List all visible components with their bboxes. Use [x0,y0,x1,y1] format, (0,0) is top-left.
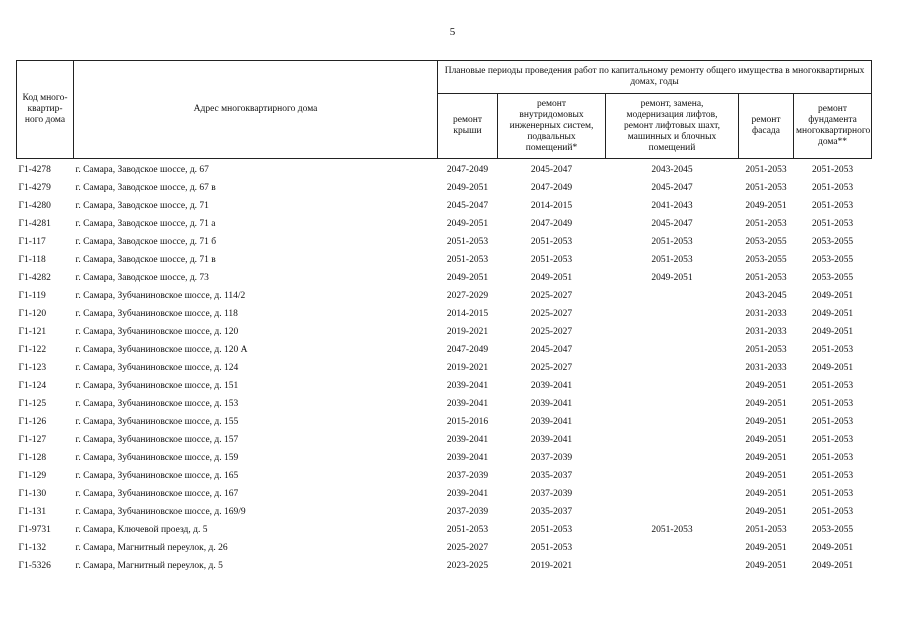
cell-facade: 2049-2051 [745,416,787,427]
cell-elevators [606,305,739,323]
cell-code: Г1-4281 [18,218,51,229]
cell-elevators [606,323,739,341]
cell-facade: 2049-2051 [745,560,787,571]
table-body [17,159,872,576]
header-foundation-label: ремонт фундамента многоквартирного дома** [796,104,871,147]
cell-address: г. Самара, Магнитный переулок, д. 5 [75,560,223,571]
cell-facade: 2051-2053 [745,218,787,229]
header-elevators [606,94,739,159]
cell-code: Г1-4282 [18,272,51,283]
table-row [17,159,872,180]
cell-address: г. Самара, Зубчаниновское шоссе, д. 169/9 [75,506,246,517]
cell-foundation: 2049-2051 [811,290,854,301]
cell-utilities: 2037-2039 [530,452,573,463]
table-row [17,305,872,323]
cell-elevators: 2045-2047 [651,218,693,229]
cell-utilities: 2014-2015 [530,200,573,211]
table-row [17,215,872,233]
cell-facade: 2031-2033 [745,362,787,373]
cell-code: Г1-132 [18,542,47,553]
cell-foundation: 2053-2055 [811,272,854,283]
cell-code: Г1-123 [18,362,47,373]
cell-utilities: 2039-2041 [530,416,573,427]
cell-facade: 2053-2055 [745,254,787,265]
cell-foundation: 2051-2053 [811,452,854,463]
cell-roof: 2019-2021 [446,362,489,373]
cell-elevators: 2043-2045 [651,164,693,175]
table-row [17,233,872,251]
cell-address: г. Самара, Зубчаниновское шоссе, д. 120 [75,326,239,337]
cell-code: Г1-4280 [18,200,51,211]
cell-utilities: 2039-2041 [530,434,573,445]
page-number: 5 [449,26,456,38]
table-row [17,251,872,269]
cell-roof: 2015-2016 [446,416,489,427]
cell-address: г. Самара, Заводское шоссе, д. 71 б [75,236,217,247]
table-row [17,521,872,539]
cell-elevators [606,503,739,521]
table-row [17,287,872,305]
cell-facade: 2049-2051 [745,470,787,481]
header-facade [739,94,794,159]
capital-repair-schedule-table [16,60,872,575]
cell-address: г. Самара, Зубчаниновское шоссе, д. 159 [75,452,239,463]
cell-facade: 2031-2033 [745,308,787,319]
table-row [17,179,872,197]
header-roof-label: ремонт крыши [453,115,482,136]
cell-roof: 2049-2051 [446,218,489,229]
cell-address: г. Самара, Зубчаниновское шоссе, д. 114/2 [75,290,246,301]
cell-roof: 2014-2015 [446,308,489,319]
table-row [17,359,872,377]
cell-utilities: 2051-2053 [530,542,573,553]
header-code [17,61,74,159]
cell-utilities: 2039-2041 [530,398,573,409]
cell-address: г. Самара, Заводское шоссе, д. 67 [75,164,209,175]
header-facade-label: ремонт фасада [751,115,781,136]
cell-utilities: 2047-2049 [530,218,573,229]
cell-roof: 2047-2049 [446,344,489,355]
table-row [17,377,872,395]
cell-facade: 2049-2051 [745,488,787,499]
cell-facade: 2051-2053 [745,272,787,283]
cell-foundation: 2049-2051 [811,560,854,571]
cell-roof: 2039-2041 [446,488,489,499]
cell-roof: 2051-2053 [446,254,489,265]
cell-utilities: 2019-2021 [530,560,573,571]
cell-address: г. Самара, Зубчаниновское шоссе, д. 124 [75,362,239,373]
table-row [17,503,872,521]
cell-code: Г1-5326 [18,560,51,571]
cell-roof: 2039-2041 [446,380,489,391]
cell-code: Г1-128 [18,452,47,463]
cell-elevators [606,539,739,557]
table-row [17,431,872,449]
cell-facade: 2051-2053 [745,344,787,355]
cell-address: г. Самара, Ключевой проезд, д. 5 [75,524,208,535]
cell-facade: 2049-2051 [745,452,787,463]
table-row [17,323,872,341]
cell-utilities: 2045-2047 [530,164,573,175]
cell-address: г. Самара, Зубчаниновское шоссе, д. 151 [75,380,239,391]
cell-utilities: 2051-2053 [530,524,573,535]
cell-address: г. Самара, Зубчаниновское шоссе, д. 120 А [75,344,248,355]
cell-utilities: 2025-2027 [530,362,573,373]
cell-roof: 2037-2039 [446,470,489,481]
header-elevators-label: ремонт, замена, модернизация лифтов, ремонт лифтовых шахт, машинных и блочных помещений [624,98,720,153]
cell-foundation: 2049-2051 [811,362,854,373]
cell-facade: 2049-2051 [745,542,787,553]
cell-utilities: 2039-2041 [530,380,573,391]
cell-code: Г1-126 [18,416,47,427]
table-row [17,539,872,557]
cell-foundation: 2053-2055 [811,524,854,535]
cell-elevators: 2051-2053 [651,524,693,535]
cell-roof: 2027-2029 [446,290,489,301]
table-row [17,413,872,431]
cell-foundation: 2051-2053 [811,506,854,517]
header-foundation [794,94,872,159]
cell-code: Г1-119 [18,290,46,301]
cell-utilities: 2045-2047 [530,344,573,355]
table-row [17,341,872,359]
cell-elevators [606,413,739,431]
cell-code: Г1-131 [18,506,47,517]
cell-address: г. Самара, Зубчаниновское шоссе, д. 165 [75,470,239,481]
table-row [17,395,872,413]
cell-utilities: 2035-2037 [530,470,573,481]
cell-roof: 2039-2041 [446,452,489,463]
header-utilities-label: ремонт внутридомовых инженерных систем, подвальных помещений* [509,98,594,153]
cell-elevators [606,287,739,305]
cell-code: Г1-125 [18,398,47,409]
cell-facade: 2031-2033 [745,326,787,337]
cell-foundation: 2051-2053 [811,182,854,193]
cell-elevators: 2049-2051 [651,272,693,283]
cell-elevators [606,377,739,395]
cell-code: Г1-120 [18,308,47,319]
cell-utilities: 2025-2027 [530,326,573,337]
cell-address: г. Самара, Заводское шоссе, д. 71 в [75,254,216,265]
cell-foundation: 2051-2053 [811,488,854,499]
cell-roof: 2047-2049 [446,164,489,175]
cell-foundation: 2051-2053 [811,470,854,481]
cell-foundation: 2051-2053 [811,398,854,409]
cell-elevators: 2051-2053 [651,236,693,247]
cell-foundation: 2051-2053 [811,416,854,427]
cell-foundation: 2049-2051 [811,308,854,319]
cell-address: г. Самара, Заводское шоссе, д. 73 [75,272,209,283]
cell-roof: 2049-2051 [446,272,489,283]
cell-roof: 2051-2053 [446,236,489,247]
cell-utilities: 2025-2027 [530,290,573,301]
cell-roof: 2019-2021 [446,326,489,337]
cell-foundation: 2051-2053 [811,218,854,229]
cell-code: Г1-4279 [18,182,51,193]
cell-roof: 2049-2051 [446,182,489,193]
cell-elevators [606,485,739,503]
cell-address: г. Самара, Зубчаниновское шоссе, д. 153 [75,398,239,409]
cell-code: Г1-129 [18,470,47,481]
header-address-label: Адрес многоквартирного дома [193,104,318,114]
cell-elevators [606,395,739,413]
cell-elevators: 2045-2047 [651,182,693,193]
cell-elevators [606,359,739,377]
cell-roof: 2037-2039 [446,506,489,517]
cell-address: г. Самара, Зубчаниновское шоссе, д. 157 [75,434,239,445]
cell-foundation: 2049-2051 [811,326,854,337]
cell-roof: 2045-2047 [446,200,489,211]
cell-roof: 2039-2041 [446,434,489,445]
cell-foundation: 2053-2055 [811,254,854,265]
table-row [17,269,872,287]
cell-foundation: 2051-2053 [811,380,854,391]
cell-code: Г1-127 [18,434,47,445]
cell-facade: 2049-2051 [745,200,787,211]
header-roof [438,94,498,159]
cell-foundation: 2051-2053 [811,200,854,211]
cell-roof: 2039-2041 [446,398,489,409]
cell-elevators [606,557,739,575]
cell-foundation: 2053-2055 [811,236,854,247]
cell-address: г. Самара, Зубчаниновское шоссе, д. 167 [75,488,239,499]
cell-address: г. Самара, Заводское шоссе, д. 71 [75,200,209,211]
cell-utilities: 2035-2037 [530,506,573,517]
cell-facade: 2043-2045 [745,290,787,301]
cell-elevators [606,467,739,485]
cell-utilities: 2047-2049 [530,182,573,193]
cell-code: Г1-124 [18,380,47,391]
table-row [17,557,872,575]
cell-utilities: 2037-2039 [530,488,573,499]
cell-elevators [606,431,739,449]
cell-code: Г1-121 [18,326,47,337]
cell-utilities: 2025-2027 [530,308,573,319]
table-header [17,61,872,159]
cell-facade: 2049-2051 [745,506,787,517]
header-code-label: Код много- квартир- ного дома [22,93,68,125]
header-utilities [498,94,606,159]
cell-code: Г1-130 [18,488,47,499]
cell-address: г. Самара, Заводское шоссе, д. 67 в [75,182,216,193]
cell-facade: 2051-2053 [745,524,787,535]
cell-utilities: 2051-2053 [530,236,573,247]
cell-code: Г1-122 [18,344,47,355]
cell-code: Г1-117 [18,236,46,247]
cell-elevators [606,341,739,359]
cell-roof: 2025-2027 [446,542,489,553]
cell-address: г. Самара, Зубчаниновское шоссе, д. 118 [75,308,238,319]
cell-facade: 2049-2051 [745,398,787,409]
cell-utilities: 2049-2051 [530,272,573,283]
cell-address: г. Самара, Зубчаниновское шоссе, д. 155 [75,416,239,427]
cell-address: г. Самара, Заводское шоссе, д. 71 а [75,218,216,229]
table-row [17,485,872,503]
cell-facade: 2049-2051 [745,380,787,391]
cell-elevators: 2051-2053 [651,254,693,265]
table-row [17,467,872,485]
cell-foundation: 2051-2053 [811,344,854,355]
cell-utilities: 2051-2053 [530,254,573,265]
cell-foundation: 2051-2053 [811,434,854,445]
header-address [74,61,438,159]
header-planned-periods-label: Плановые периоды проведения работ по капитальному ремонту общего имущества в многоквартирных домах, годы [444,66,865,87]
cell-foundation: 2051-2053 [811,164,854,175]
cell-facade: 2051-2053 [745,164,787,175]
header-planned-periods [438,61,872,94]
table-row [17,197,872,215]
cell-elevators: 2041-2043 [651,200,693,211]
cell-code: Г1-118 [18,254,46,265]
table-row [17,449,872,467]
cell-facade: 2053-2055 [745,236,787,247]
cell-code: Г1-4278 [18,164,51,175]
cell-code: Г1-9731 [18,524,51,535]
cell-foundation: 2049-2051 [811,542,854,553]
cell-address: г. Самара, Магнитный переулок, д. 26 [75,542,228,553]
cell-facade: 2049-2051 [745,434,787,445]
cell-elevators [606,449,739,467]
cell-roof: 2023-2025 [446,560,489,571]
cell-roof: 2051-2053 [446,524,489,535]
cell-facade: 2051-2053 [745,182,787,193]
